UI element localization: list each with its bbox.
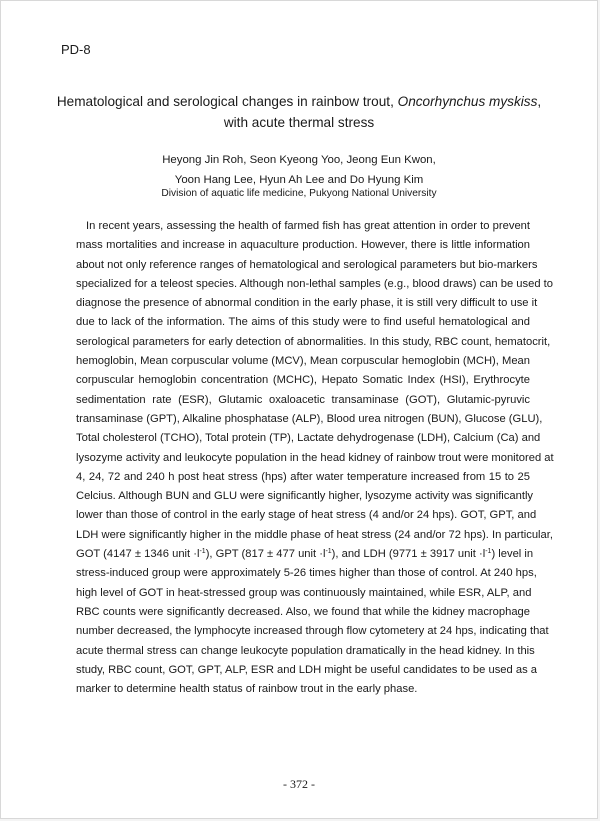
abstract-line: due to lack of the information. The aims of this study were to find useful hematological and: [76, 316, 530, 329]
species-name: Oncorhynchus myskiss: [397, 94, 538, 109]
title-line-2: with acute thermal stress: [223, 115, 375, 130]
abstract-body: [76, 217, 554, 699]
abstract-line: stress-induced group were approximately 5-26 times higher than those of control. At 240 hps,: [76, 567, 537, 580]
exponent: -1: [485, 548, 492, 556]
abstract-line: In recent years, assessing the health of farmed fish has great attention in order to prevent: [86, 220, 530, 232]
gpt-level-text: ), GPT (817 ± 477 unit ·l: [205, 548, 326, 561]
paper-title: [41, 91, 557, 133]
abstract-line: Celcius. Although BUN and GLU were significantly higher, lysozyme activity was significantly: [76, 490, 534, 503]
title-text: Hematological and serological changes in rainbow trout,: [56, 94, 398, 109]
abstract-line: hemoglobin, Mean corpuscular volume (MCV), Mean corpuscular hemoglobin (MCH), Mean: [76, 355, 530, 368]
title-comma: ,: [537, 94, 542, 109]
page-number: - 372 -: [283, 777, 315, 791]
session-code: PD-8: [61, 42, 91, 57]
abstract-line: high level of GOT in heat-stressed group was continuously maintained, while ESR, ALP, and: [76, 586, 532, 599]
abstract-line: Total cholesterol (TCHO), Total protein (TP), Lactate dehydrogenase (LDH), Calcium (Ca) and: [76, 432, 541, 445]
exponent: -1: [199, 548, 206, 556]
abstract-line: mass mortalities and increase in aquaculture production. However, there is little information: [76, 239, 530, 252]
abstract-line: RBC counts were significantly decreased. Also, we found that while the kidney macrophage: [76, 605, 530, 618]
affiliation: Division of aquatic life medicine, Pukyong National University: [161, 188, 437, 199]
abstract-line: number decreased, the lymphocyte increased through flow cytometery at 24 hps, indicating that: [76, 625, 549, 638]
abstract-line: specialized for a teleost species. Although non-lethal samples (e.g., blood draws) can be used to: [76, 277, 553, 290]
abstract-line: LDH were significantly higher in the middle phase of heat stress (24 and/or 72 hps). In particular,: [76, 528, 553, 541]
abstract-line: about not only reference ranges of hematological and serological parameters but bio-markers: [76, 258, 538, 271]
abstract-line: corpuscular hemoglobin concentration (MCHC), Hepato Somatic Index (HSI), Erythrocyte: [76, 374, 530, 387]
ldh-level-text: ), and LDH (9771 ± 3917 unit ·l: [331, 548, 486, 561]
abstract-line: lysozyme activity and leukocyte population in the head kidney of rainbow trout were monitored at: [76, 451, 554, 464]
abstract-line: study, RBC count, GOT, GPT, ALP, ESR and LDH might be useful candidates to be used as a: [76, 663, 538, 676]
got-level-text: GOT (4147 ± 1346 unit ·l: [76, 548, 200, 561]
abstract-line-enzyme-levels: [76, 545, 534, 564]
abstract-line: acute thermal stress can change leukocyte population dramatically in the head kidney. In this: [76, 644, 535, 657]
abstract-line: sedimentation rate (ESR), Glutamic oxaloacetic transaminase (GOT), Glutamic-pyruvic: [76, 393, 530, 406]
abstract-line: diagnose the presence of abnormal condition in the early phase, it is still very difficult to use it: [76, 297, 538, 310]
abstract-line: serological parameters for early detection of abnormalities. In this study, RBC count, hematocrit,: [76, 335, 551, 348]
abstract-line: transaminase (GPT), Alkaline phosphatase (ALP), Blood urea nitrogen (BUN), Glucose (GLU),: [76, 412, 543, 425]
abstract-line: marker to determine health status of rainbow trout in the early phase.: [76, 683, 418, 696]
authors-line-1: Heyong Jin Roh, Seon Kyeong Yoo, Jeong Eun Kwon,: [162, 154, 436, 166]
exponent: -1: [325, 548, 332, 556]
author-list: [41, 150, 557, 190]
title-line-1: [41, 91, 557, 112]
level-in-text: ) level in: [491, 548, 534, 561]
abstract-line: 4, 24, 72 and 240 h post heat stress (hps) after water temperature increased from 15 to 25: [76, 470, 530, 483]
abstract-line: lower than those of control in the early stage of heat stress (4 and/or 24 hps). GOT, GPT, and: [76, 509, 537, 522]
authors-line-2: Yoon Hang Lee, Hyun Ah Lee and Do Hyung Kim: [174, 174, 424, 186]
